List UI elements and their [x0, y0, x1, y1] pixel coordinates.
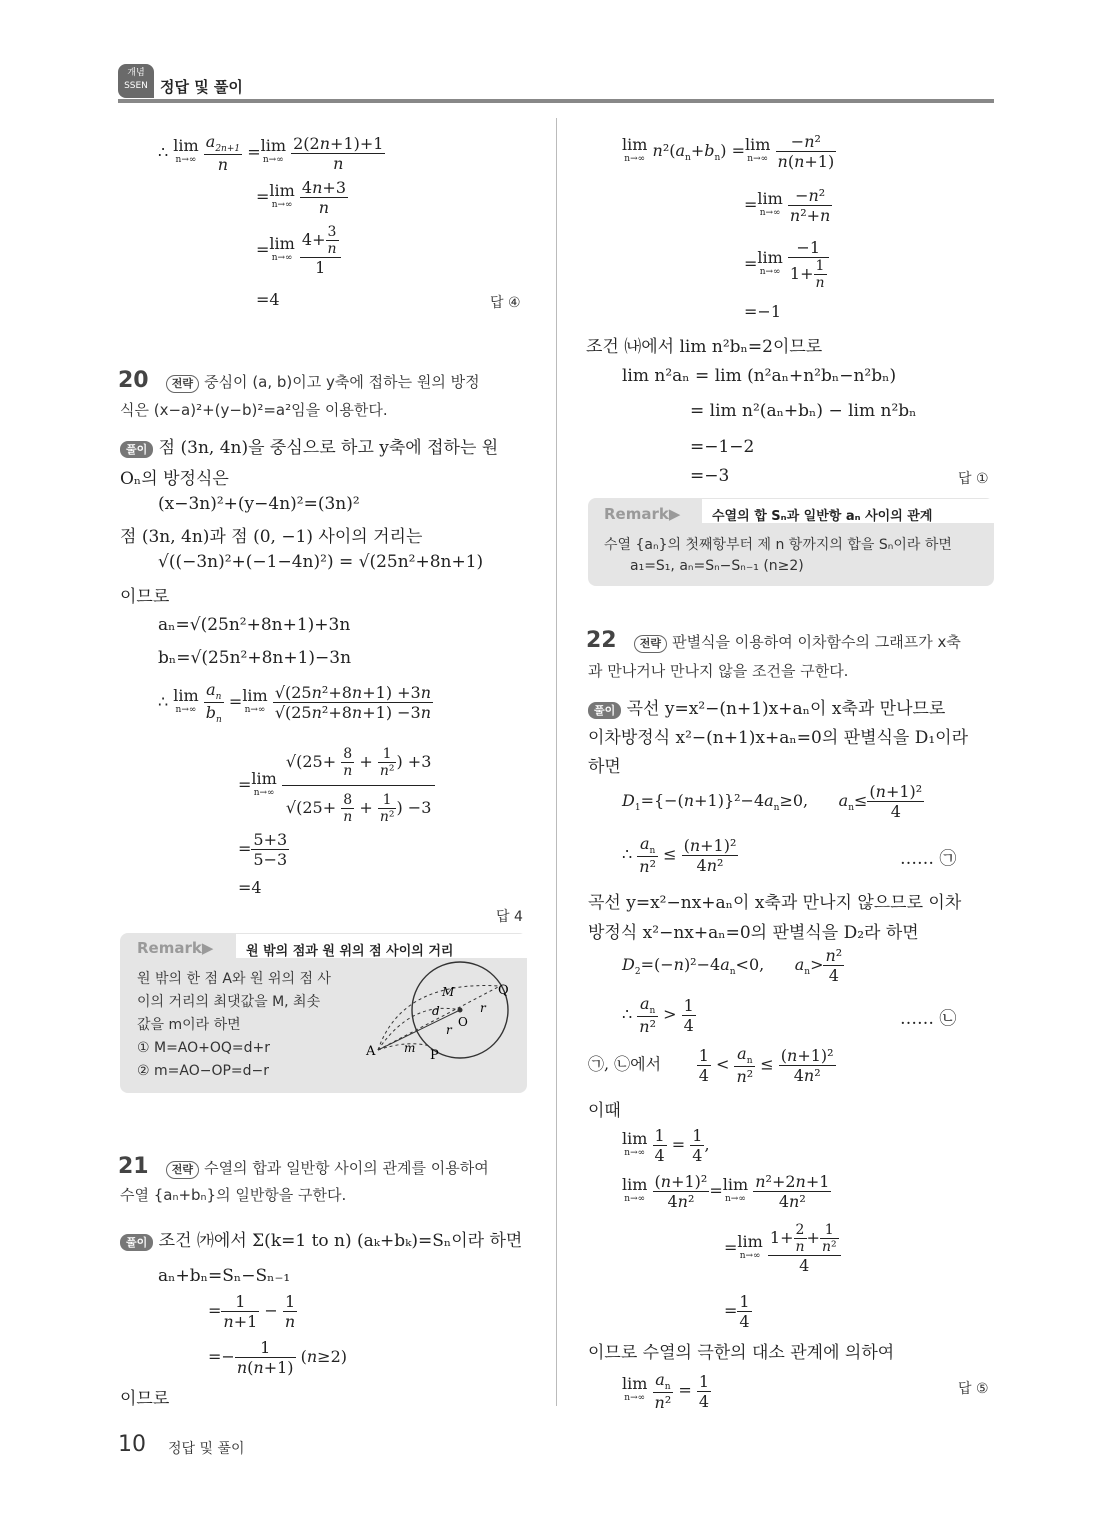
diagram-label-O: O — [458, 1015, 468, 1029]
p20-line: Oₙ의 방정식은 — [120, 469, 229, 489]
page-number: 10 — [118, 1432, 146, 1457]
column-divider — [556, 118, 557, 1406]
p21-strategy-line2: 수열 {aₙ+bₙ}의 일반항을 구한다. — [120, 1186, 347, 1204]
p20-limit-2: =lim n→∞ √(25+ $\frac{8}{n}$ + $\frac{1}{\text{n²}}$ ) +3 √(25+ $\frac{8}{n}$ + $\frac{1}{\text{n²}}$ ) −3 — [238, 740, 435, 831]
p21-right-2: =lim n→∞ $\frac{\text{−n²}}{\text{n²+n}}$ — [744, 186, 831, 225]
p21-solution-badge: 풀이 — [120, 1234, 153, 1251]
p22-number: 22 — [586, 628, 617, 653]
p21-right-5: 조건 ㈏에서 lim n²bₙ=2이므로 — [586, 337, 823, 357]
p22-line: 이므로 수열의 극한의 대소 관계에 의하여 — [588, 1343, 895, 1363]
p21-number: 21 — [118, 1154, 149, 1179]
p21-answer: 답 ① — [958, 471, 989, 487]
p22-line: 하면 — [588, 757, 621, 777]
diagram-label-d: d — [432, 1004, 440, 1018]
p21-equation-3: =− $\frac{1}{n(n+1)}$ (n≥2) — [208, 1338, 347, 1377]
diagram-label-P: P — [430, 1048, 439, 1063]
p22-strategy-badge: 전략 — [634, 635, 667, 653]
remark-line: 값을 m이라 하면 — [137, 1017, 241, 1033]
p21-heading — [118, 1154, 489, 1179]
p20-text: 점 (3n, 4n)을 중심으로 하고 y축에 접하는 원 — [158, 438, 499, 458]
p22-line: 이때 — [588, 1101, 621, 1121]
p22-limit-1: lim n→∞ $\frac{1}{4}$ = $\frac{1}{4}$ , — [622, 1126, 710, 1165]
p22-mark-1: …… ㉠ — [900, 849, 957, 869]
p20-equation: bₙ=√(25n²+8n+1)−3n — [158, 648, 352, 668]
circle-distance-diagram — [362, 960, 522, 1070]
p22-limit-3: =lim n→∞ 1+ $\frac{2}{n}$ + $\frac{1}{\text{n²}}$ 4 — [724, 1222, 841, 1275]
p21-equation: aₙ+bₙ=Sₙ−Sₙ₋₁ — [158, 1266, 291, 1286]
p21-text: 조건 ㈎에서 Σ(k=1 to n) (aₖ+bₖ)=Sₙ이라 하면 — [158, 1231, 523, 1251]
p22-solution-line1 — [588, 694, 945, 719]
p20-limit-1: ∴ lim n→∞ $\frac{a_n}{b_n}$ =lim n→∞ $\frac{\text{√(25n²+8n+1) +3n}}{\text{√(25n²+8n+1) −3n}}$ — [158, 680, 432, 726]
p22-answer: 답 ⑤ — [958, 1381, 989, 1397]
p20-number: 20 — [118, 368, 149, 393]
p19-line-2: =lim n→∞ $\frac{4n+3}{n}$ — [256, 178, 346, 217]
p22-text: 곡선 y=x²−(n+1)x+aₙ이 x축과 만나므로 — [626, 699, 946, 719]
remark-body — [137, 968, 331, 1083]
remark-title: 수열의 합 Sₙ과 일반항 aₙ 사이의 관계 — [712, 509, 933, 524]
footer-label: 정답 및 풀이 — [168, 1441, 245, 1457]
p22-line: 이차방정식 x²−(n+1)x+aₙ=0의 판별식을 D₁이라 — [588, 728, 969, 748]
p21-right-6: lim n²aₙ = lim (n²aₙ+n²bₙ−n²bₙ) — [622, 366, 897, 386]
p19-line-3: =lim n→∞ 4+ $\frac{3}{n}$ 1 — [256, 224, 341, 277]
p22-solution-badge: 풀이 — [588, 702, 621, 719]
p20-answer: 답 4 — [496, 909, 523, 925]
p20-strategy-line1: 중심이 (a, b)이고 y축에 접하는 원의 방정 — [204, 373, 480, 391]
remark-line: ② m=AO−OP=d−r — [137, 1063, 270, 1079]
p20-limit-3: = $\frac{5+3}{5-3}$ — [238, 830, 288, 869]
remark-line: 수열 {aₙ}의 첫째항부터 제 n 항까지의 합을 Sₙ이라 하면 — [604, 537, 952, 553]
p21-strategy-line1: 수열의 합과 일반항 사이의 관계를 이용하여 — [204, 1159, 489, 1177]
p22-mark-2: …… ㉡ — [900, 1009, 957, 1029]
p22-heading — [586, 628, 961, 653]
p20-heading — [118, 368, 480, 393]
p21-right-1: lim n→∞ $n^2(a_n+b_n) =\lim$ n→∞ $\frac{\text{−n²}}{n(n+1)}$ — [622, 132, 835, 171]
remark-tag: Remark▶ — [604, 505, 681, 523]
p21-right-3: =lim n→∞ −1 1+ $\frac{1}{n}$ — [744, 238, 829, 291]
p20-equation: aₙ=√(25n²+8n+1)+3n — [158, 615, 351, 635]
p22-discriminant-2: $D_2=(-n)^2-4a_n<0$, $a_n>$ $\frac{\text{n²}}{4}$ — [622, 946, 843, 985]
header-rule — [118, 99, 994, 103]
diagram-label-r: r — [446, 1023, 452, 1037]
p22-line: 곡선 y=x²−nx+aₙ이 x축과 만나지 않으므로 이차 — [588, 893, 962, 913]
p20-solution-badge: 풀이 — [120, 441, 153, 458]
diagram-label-r: r — [480, 1001, 486, 1015]
p21-right-4: =−1 — [744, 302, 781, 321]
p22-discriminant-1: $D_1=\{-(n+1)\}^2-4a_n\ge 0$, $a_n\le$ $\frac{\text{(n+1)²}}{4}$ — [622, 782, 923, 821]
p19-answer: 답 ④ — [490, 295, 521, 311]
p22-ineq-1: ∴ $\frac{a_n}{\text{n²}}$ ≤ $\frac{\text{(n+1)²}}{\text{4n²}}$ — [622, 834, 737, 877]
p20-strategy-badge: 전략 — [166, 375, 199, 393]
p22-strategy-line2: 과 만나거나 만나지 않을 조건을 구한다. — [588, 662, 849, 680]
p21-right-8: =−1−2 — [690, 437, 755, 457]
diagram-label-M: M — [442, 985, 455, 999]
p21-equation-2: = $\frac{1}{n+1}$ − $\frac{1}{n}$ — [208, 1292, 296, 1331]
diagram-label-Q: Q — [498, 983, 509, 998]
p20-equation: √((−3n)²+(−1−4n)²) = √(25n²+8n+1) — [158, 552, 484, 572]
remark-title: 원 밖의 점과 원 위의 점 사이의 거리 — [246, 944, 454, 959]
logo-text-bottom: SSEN — [124, 81, 148, 91]
remark-tag: Remark▶ — [137, 939, 214, 957]
logo-text-top: 개념 — [127, 68, 145, 78]
p22-ineq-2: ∴ $\frac{a_n}{\text{n²}}$ > $\frac{1}{4}$ — [622, 994, 694, 1037]
p20-equation: (x−3n)²+(y−4n)²=(3n)² — [158, 494, 360, 514]
p22-limit-2: lim n→∞ $\frac{\text{(n+1)²}}{\text{4n²}}$ =lim n→∞ $\frac{\text{n²+2n+1}}{\text{4n²}}$ — [622, 1172, 830, 1211]
p20-line: 이므로 — [120, 587, 170, 607]
series-logo — [118, 64, 154, 98]
p19-line-4: =4 — [256, 290, 280, 309]
p21-solution-line1 — [120, 1226, 522, 1251]
page-header-title: 정답 및 풀이 — [160, 78, 243, 96]
p21-right-7: = lim n²(aₙ+bₙ) − lim n²bₙ — [690, 401, 917, 421]
remark-line: 원 밖의 한 점 A와 원 위의 점 사 — [137, 971, 331, 987]
p20-strategy-line2: 식은 (x−a)²+(y−b)²=a²임을 이용한다. — [120, 401, 388, 419]
p21-line: 이므로 — [120, 1389, 170, 1409]
p20-solution-line1 — [120, 433, 498, 458]
p19-line-1: ∴ lim n→∞ $\frac{a_{2n+1}}{n}$ =lim n→∞ $\frac{2(2n+1)+1}{n}$ — [158, 132, 384, 175]
p22-strategy-line1: 판별식을 이용하여 이차함수의 그래프가 x축 — [672, 633, 961, 651]
p20-limit-4: =4 — [238, 878, 262, 897]
p21-right-9: =−3 — [690, 466, 730, 486]
p20-line: 점 (3n, 4n)과 점 (0, −1) 사이의 거리는 — [120, 527, 423, 547]
remark-line: 이의 거리의 최댓값을 M, 최솟 — [137, 994, 321, 1010]
diagram-label-A: A — [366, 1044, 376, 1059]
p21-strategy-badge: 전략 — [166, 1161, 199, 1179]
p22-limit-4: = $\frac{1}{4}$ — [724, 1292, 750, 1331]
diagram-label-m: m — [404, 1041, 416, 1055]
p22-line: 방정식 x²−nx+aₙ=0의 판별식을 D₂라 하면 — [588, 923, 919, 943]
p22-final: lim n→∞ $\frac{a_n}{\text{n²}}$ = $\frac{1}{4}$ — [622, 1370, 709, 1413]
remark-line: a₁=S₁, aₙ=Sₙ−Sₙ₋₁ (n≥2) — [630, 558, 804, 574]
p22-combined: ㉠, ㉡에서 $\frac{1}{4}$ < $\frac{a_n}{\text{n²}}$ ≤ $\frac{\text{(n+1)²}}{\text{4n²}}$ — [588, 1044, 834, 1087]
remark-line: ① M=AO+OQ=d+r — [137, 1040, 271, 1056]
